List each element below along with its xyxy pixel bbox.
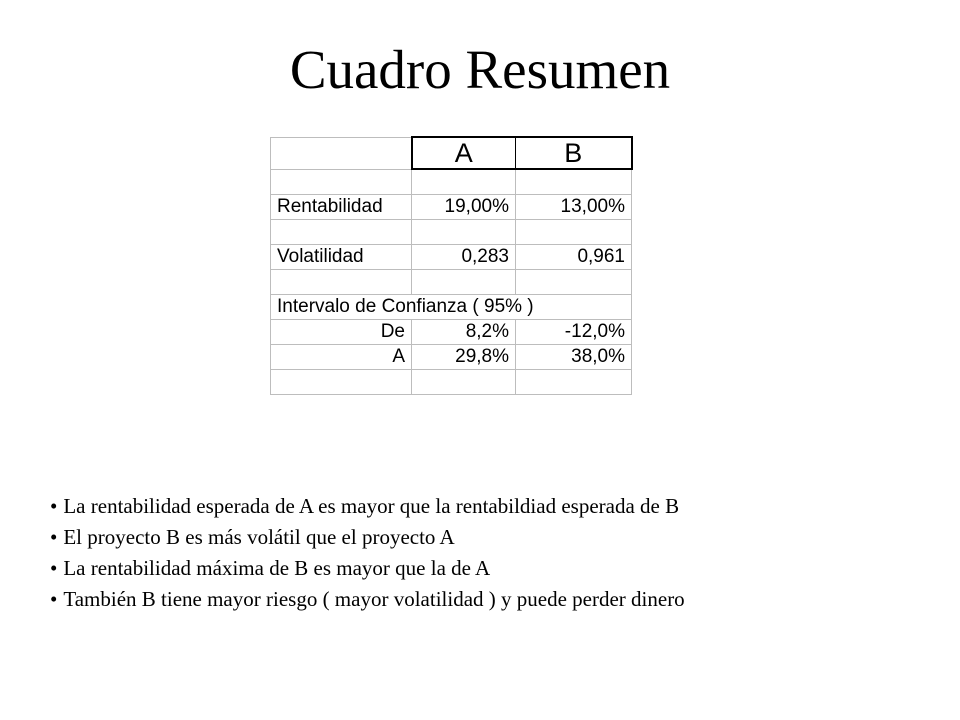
header-cell-a: A xyxy=(412,137,516,169)
rentabilidad-b-value: 13,00% xyxy=(516,195,632,220)
de-b-value: -12,0% xyxy=(516,320,632,345)
header-cell-b: B xyxy=(516,137,632,169)
de-a-value: 8,2% xyxy=(412,320,516,345)
rentabilidad-row xyxy=(271,195,632,220)
a-row-a-value: 29,8% xyxy=(412,345,516,370)
list-item: • La rentabilidad máxima de B es mayor que la de A xyxy=(50,553,685,584)
list-item: • La rentabilidad esperada de A es mayor que la rentabildiad esperada de B xyxy=(50,491,685,522)
summary-table xyxy=(270,136,633,395)
volatilidad-row xyxy=(271,245,632,270)
rentabilidad-label: Rentabilidad xyxy=(271,195,412,220)
volatilidad-a-value: 0,283 xyxy=(412,245,516,270)
header-row xyxy=(271,137,632,169)
a-label: A xyxy=(271,345,412,370)
rentabilidad-a-value: 19,00% xyxy=(412,195,516,220)
de-row xyxy=(271,320,632,345)
volatilidad-b-value: 0,961 xyxy=(516,245,632,270)
empty-row xyxy=(271,370,632,395)
conclusions-list xyxy=(50,491,685,615)
intervalo-label: Intervalo de Confianza ( 95% ) xyxy=(271,295,632,320)
intervalo-row xyxy=(271,295,632,320)
a-row-b-value: 38,0% xyxy=(516,345,632,370)
a-row xyxy=(271,345,632,370)
list-item: • También B tiene mayor riesgo ( mayor volatilidad ) y puede perder dinero xyxy=(50,584,685,615)
list-item: • El proyecto B es más volátil que el proyecto A xyxy=(50,522,685,553)
de-label: De xyxy=(271,320,412,345)
empty-row xyxy=(271,270,632,295)
empty-row xyxy=(271,169,632,195)
volatilidad-label: Volatilidad xyxy=(271,245,412,270)
header-cell-empty xyxy=(271,137,412,169)
empty-row xyxy=(271,220,632,245)
page-title: Cuadro Resumen xyxy=(289,39,671,100)
